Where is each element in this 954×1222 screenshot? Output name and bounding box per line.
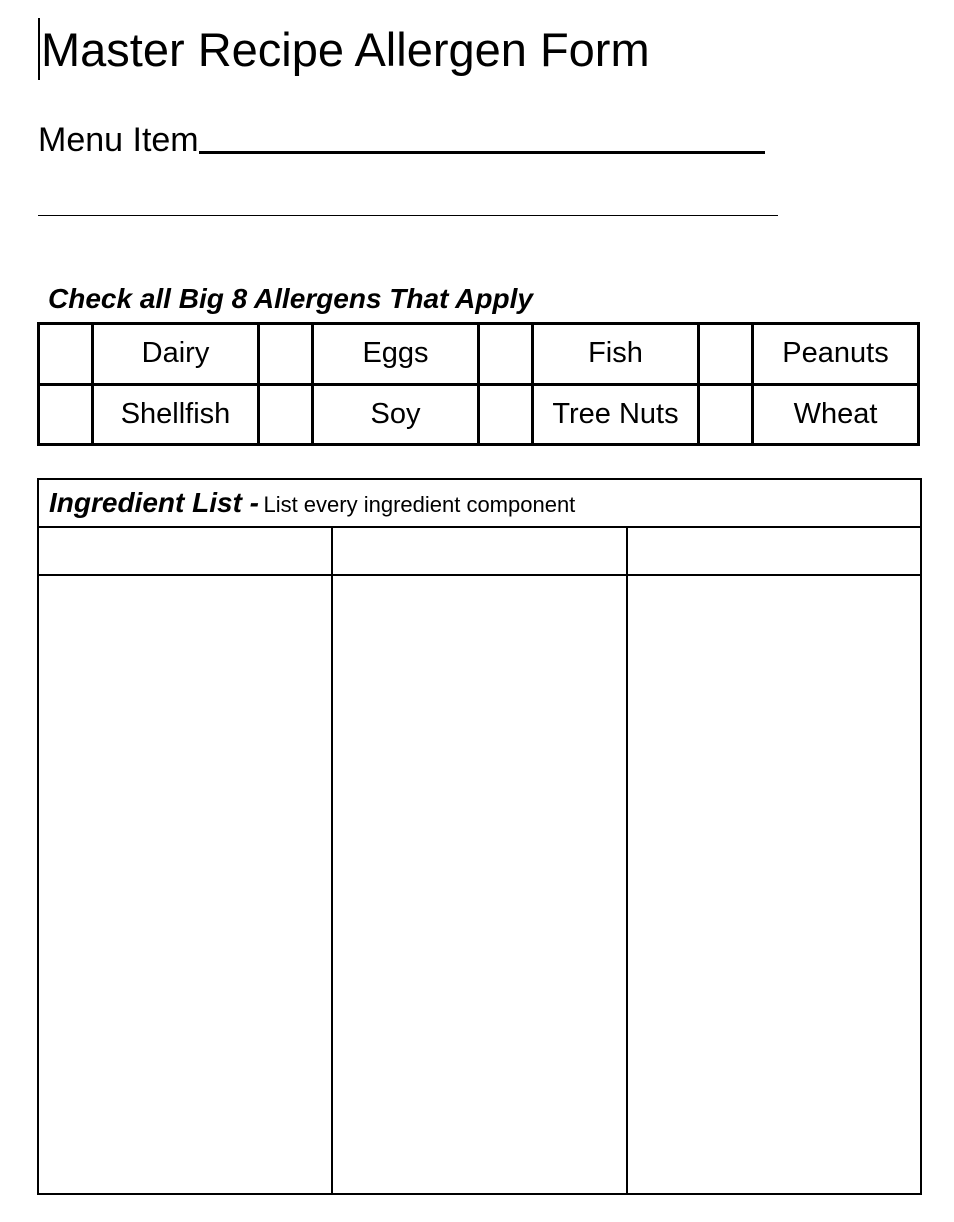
allergen-label-fish: Fish [533, 324, 699, 385]
ingredient-list-title: Ingredient List - [49, 487, 259, 518]
ingredient-column-header-3[interactable] [627, 527, 921, 575]
text-cursor [38, 18, 40, 80]
peanuts-checkbox[interactable] [699, 324, 753, 385]
ingredient-subheader-row [38, 527, 921, 575]
menu-item-field[interactable] [199, 151, 765, 154]
ingredient-column-header-2[interactable] [332, 527, 626, 575]
page-title: Master Recipe Allergen Form [41, 23, 650, 76]
shellfish-checkbox[interactable] [39, 384, 93, 445]
ingredient-column-2[interactable] [332, 575, 626, 1194]
ingredient-list-subtitle: List every ingredient component [263, 492, 576, 517]
allergen-row [39, 324, 919, 385]
ingredient-column-3[interactable] [627, 575, 921, 1194]
allergen-label-shellfish: Shellfish [93, 384, 259, 445]
allergen-row [39, 384, 919, 445]
menu-item-label: Menu Item [38, 121, 199, 159]
wheat-checkbox[interactable] [699, 384, 753, 445]
tree-nuts-checkbox[interactable] [479, 384, 533, 445]
allergen-label-peanuts: Peanuts [753, 324, 919, 385]
dairy-checkbox[interactable] [39, 324, 93, 385]
allergen-heading: Check all Big 8 Allergens That Apply [48, 283, 533, 314]
allergen-label-tree-nuts: Tree Nuts [533, 384, 699, 445]
allergen-table [37, 322, 920, 446]
fish-checkbox[interactable] [479, 324, 533, 385]
eggs-checkbox[interactable] [259, 324, 313, 385]
ingredient-column-1[interactable] [38, 575, 332, 1194]
menu-item-row [38, 116, 765, 160]
ingredient-table [37, 478, 922, 1195]
allergen-label-dairy: Dairy [93, 324, 259, 385]
allergen-label-wheat: Wheat [753, 384, 919, 445]
ingredient-column-header-1[interactable] [38, 527, 332, 575]
allergen-label-eggs: Eggs [313, 324, 479, 385]
allergen-label-soy: Soy [313, 384, 479, 445]
ingredient-header [38, 479, 921, 527]
menu-item-field-continuation[interactable] [38, 215, 778, 216]
ingredient-header-row [38, 479, 921, 527]
soy-checkbox[interactable] [259, 384, 313, 445]
ingredient-body-row [38, 575, 921, 1194]
